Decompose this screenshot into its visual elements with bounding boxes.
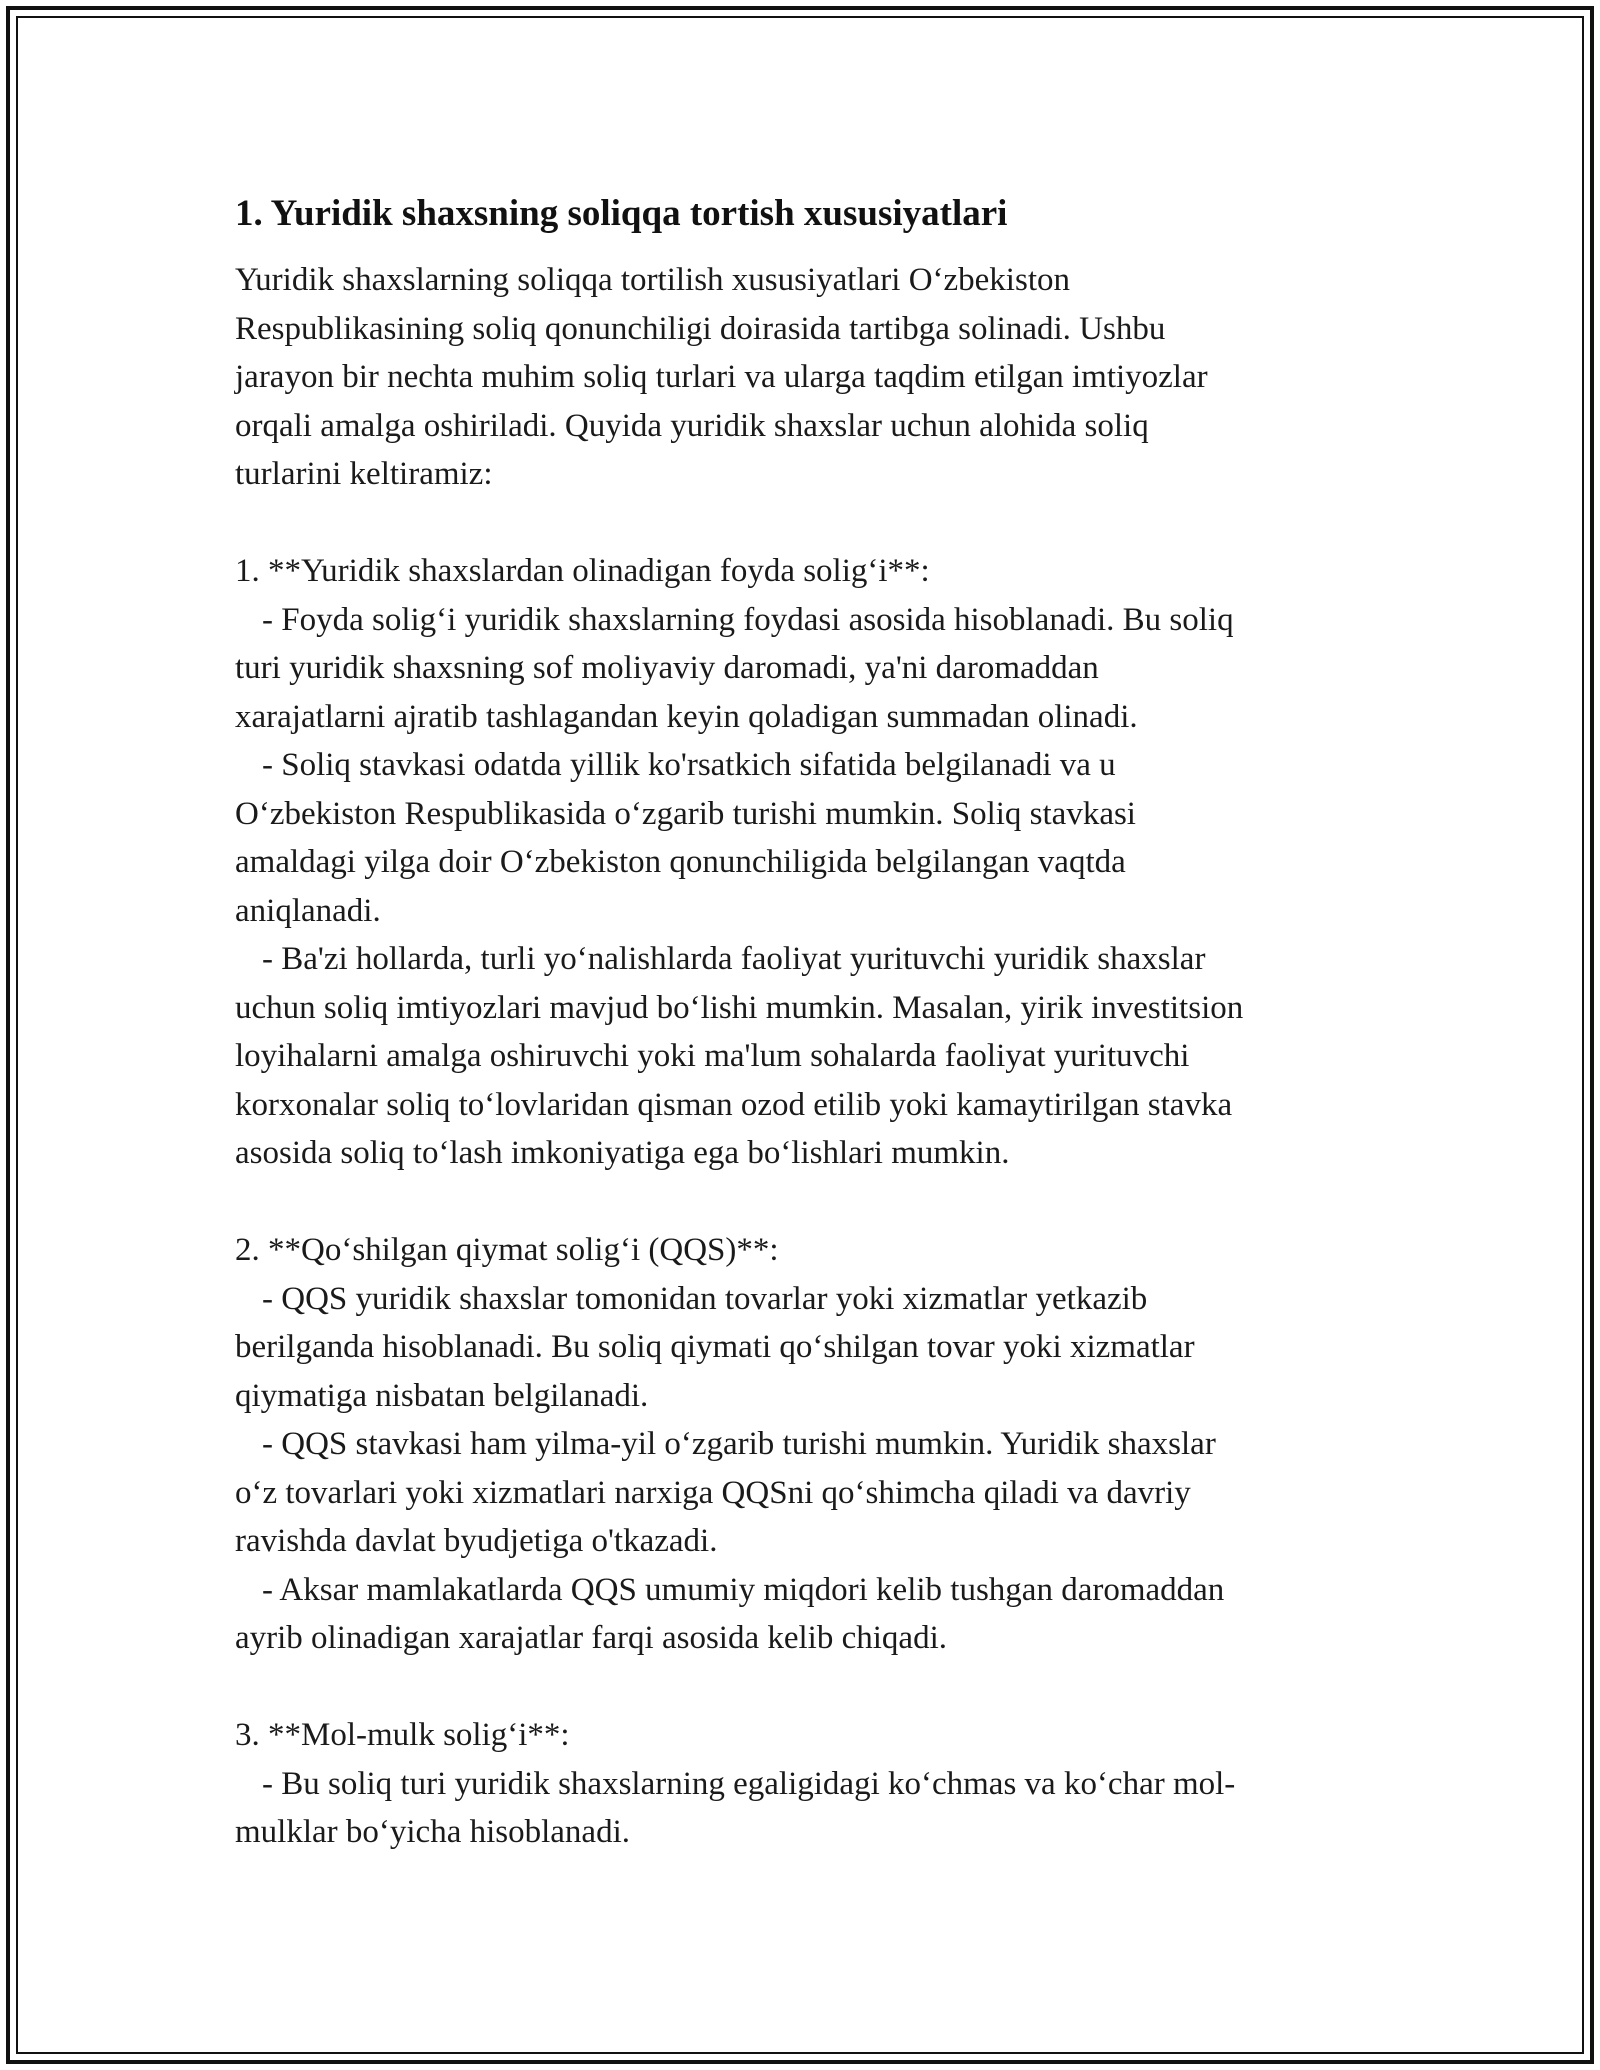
spacer xyxy=(235,1178,1365,1227)
tax-section-title: 2. **Qo‘shilgan qiymat solig‘i (QQS)**: xyxy=(235,1232,779,1268)
bullet-item xyxy=(235,1566,1365,1663)
bullet-text: - Foyda solig‘i yuridik shaxslarning foydasi asosida hisoblanadi. Bu soliq turi yuridik shaxsning sof moliyaviy daromadi, ya'ni daromaddan xarajatlarni ajratib tashlagandan keyin qoladigan summadan olinadi. xyxy=(235,601,1234,735)
tax-section-property xyxy=(235,1711,1365,1857)
bullet-text: - Aksar mamlakatlarda QQS umumiy miqdori kelib tushgan daromaddan ayrib olinadigan xarajatlar farqi asosida kelib chiqadi. xyxy=(235,1571,1225,1656)
bullet-item xyxy=(235,596,1365,742)
spacer xyxy=(235,499,1365,548)
intro-paragraph: Yuridik shaxslarning soliqqa tortilish xususiyatlari O‘zbekiston Respublikasining soliq qonunchiligi doirasida tartibga solinadi. Ushbu jarayon bir nechta muhim soliq turlari va ularga taqdim etilgan imtiyozlar orqali amalga oshiriladi. Quyida yuridik shaxslar uchun alohida soliq turlarini keltiramiz: xyxy=(235,262,1208,492)
bullet-item xyxy=(235,741,1365,935)
bullet-text: - QQS yuridik shaxslar tomonidan tovarlar yoki xizmatlar yetkazib berilganda hisoblanadi. Bu soliq qiymati qo‘shilgan tovar yoki xizmatlar qiymatiga nisbatan belgilanadi. xyxy=(235,1280,1195,1414)
bullet-text: - Bu soliq turi yuridik shaxslarning egaligidagi ko‘chmas va ko‘char mol- mulklar bo‘yicha hisoblanadi. xyxy=(235,1765,1236,1850)
bullet-text: - Soliq stavkasi odatda yillik ko'rsatkich sifatida belgilanadi va u O‘zbekiston Respublikasida o‘zgarib turishi mumkin. Soliq stavkasi amaldagi yilga doir O‘zbekiston qonunchiligida belgilangan vaqtda aniqlanadi. xyxy=(235,747,1136,929)
tax-section-title: 3. **Mol-mulk solig‘i**: xyxy=(235,1717,570,1753)
tax-section-vat xyxy=(235,1226,1365,1663)
bullet-item xyxy=(235,935,1365,1178)
bullet-item xyxy=(235,1760,1365,1857)
section-heading: 1. Yuridik shaxsning soliqqa tortish xususiyatlari xyxy=(235,193,1008,234)
tax-section-profit xyxy=(235,547,1365,1178)
spacer xyxy=(235,1663,1365,1712)
bullet-item xyxy=(235,1420,1365,1566)
bullet-text: - QQS stavkasi ham yilma-yil o‘zgarib turishi mumkin. Yuridik shaxslar o‘z tovarlari yoki xizmatlari narxiga QQSni qo‘shimcha qiladi va davriy ravishda davlat byudjetiga o'tkazadi. xyxy=(235,1426,1216,1559)
bullet-text: - Ba'zi hollarda, turli yo‘nalishlarda faoliyat yurituvchi yuridik shaxslar uchun soliq imtiyozlari mavjud bo‘lishi mumkin. Masalan, yirik investitsion loyihalarni amalga oshiruvchi yoki ma'lum sohalarda faoliyat yurituvchi korxonalar soliq to‘lovlaridan qisman ozod etilib yoki kamaytirilgan stavka asosida soliq to‘lash imkoniyatiga ega bo‘lishlari mumkin. xyxy=(235,941,1244,1171)
tax-section-title: 1. **Yuridik shaxslardan olinadigan foyda solig‘i**: xyxy=(235,553,930,589)
document-page xyxy=(235,186,1365,1857)
bullet-item xyxy=(235,1275,1365,1421)
